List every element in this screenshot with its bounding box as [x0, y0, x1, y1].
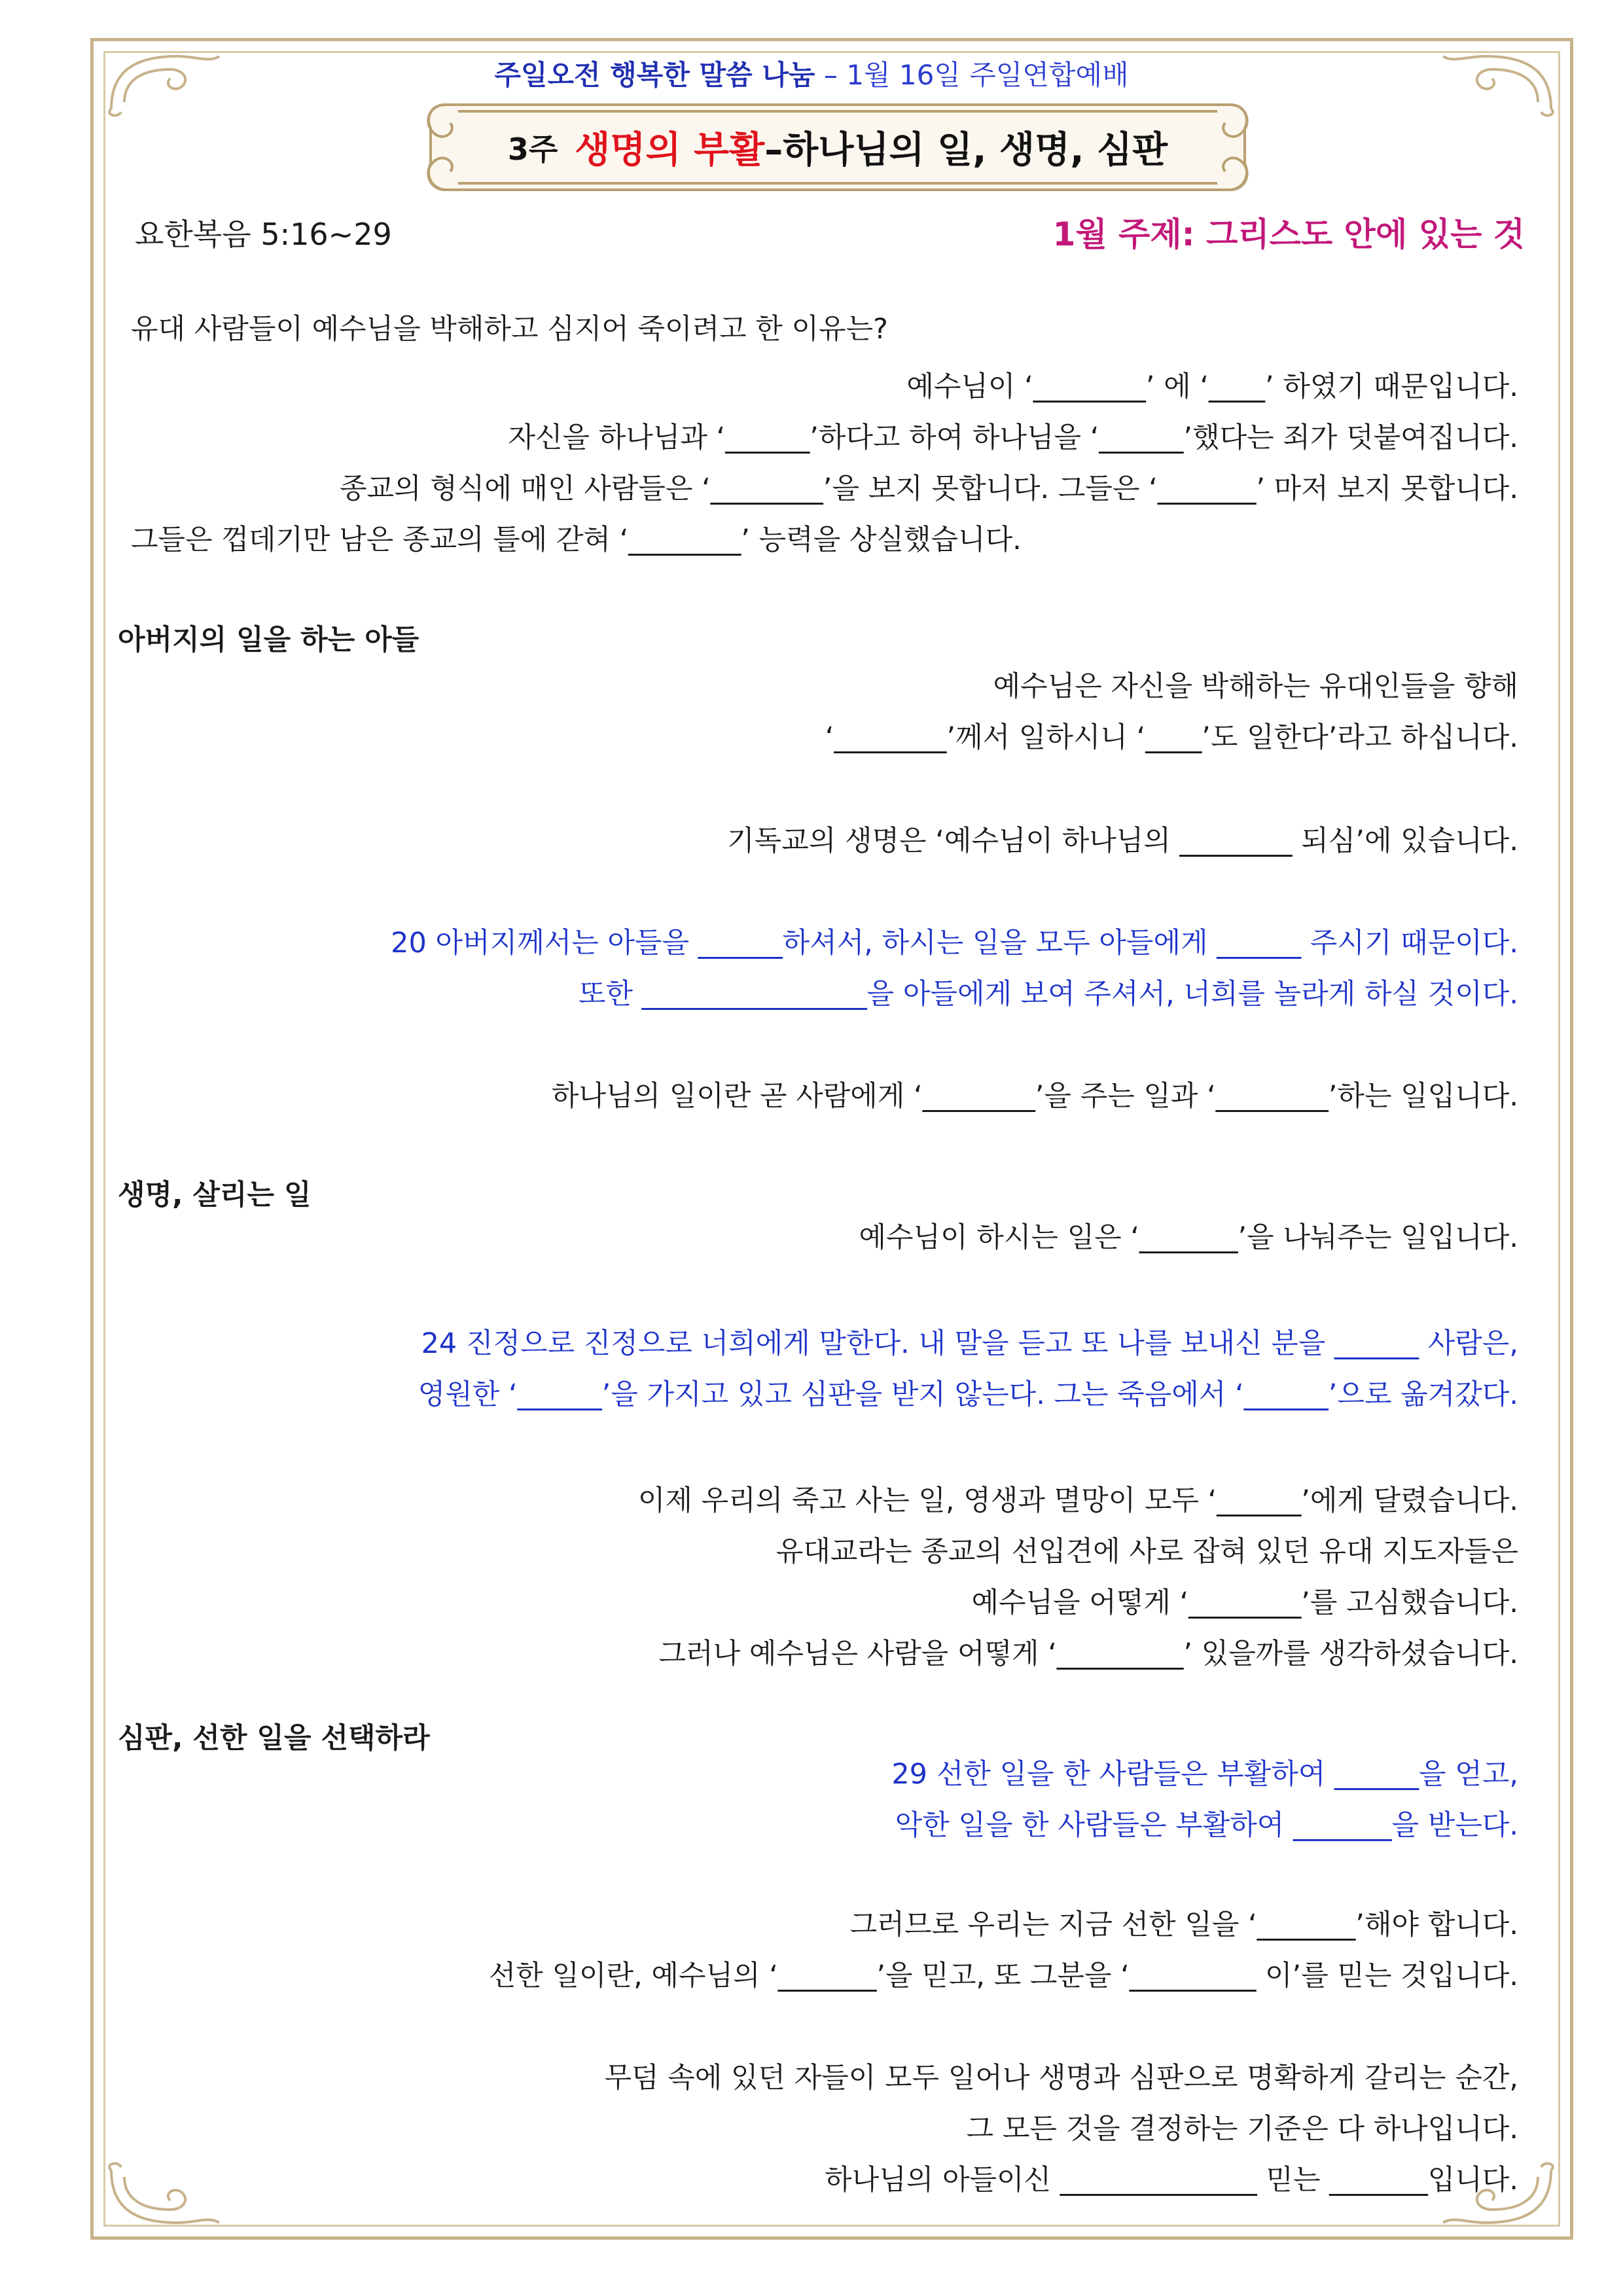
page-header: [0, 54, 1623, 93]
intro-line: 종교의 형식에 매인 사람들은 ‘________’을 보지 못합니다. 그들은 ‘_______’ 마저 보지 못합니다.: [339, 473, 1518, 505]
intro-line: 자신을 하나님과 ‘______’하다고 하여 하나님을 ‘______’했다는 죄가 덧붙여집니다.: [508, 422, 1518, 454]
closing-line: 하나님의 아들이신 ______________ 믿는 _______입니다.: [825, 2164, 1518, 2197]
verse-line: 영원한 ‘______’을 가지고 있고 심판을 받지 않는다. 그는 죽음에서 ‘______’으로 옮겨갔다.: [418, 1378, 1518, 1411]
header-title: 주일오전 행복한 말씀 나눔: [494, 59, 815, 91]
body-line: ‘________’께서 일하시니 ‘____’도 일한다’라고 하십니다.: [825, 721, 1518, 754]
header-subtitle: – 1월 16일 주일연합예배: [815, 59, 1129, 91]
body-line: 예수님을 어떻게 ‘________’를 고심했습니다.: [971, 1587, 1518, 1619]
body-line: 예수님은 자신을 박해하는 유대인들을 향해: [993, 670, 1518, 703]
closing-line: 무덤 속에 있던 자들이 모두 일어나 생명과 심판으로 명확하게 갈리는 순간,: [604, 2062, 1518, 2094]
sermon-title: [419, 98, 1257, 196]
sermon-week: 3주: [507, 132, 558, 167]
section-heading: 생명, 살리는 일: [118, 1179, 312, 1211]
body-line: 기독교의 생명은 ‘예수님이 하나님의 ________ 되심’에 있습니다.: [727, 825, 1518, 857]
body-line: 그러나 예수님은 사람을 어떻게 ‘_________’ 있을까를 생각하셨습니다.: [658, 1638, 1518, 1670]
intro-question: 유대 사람들이 예수님을 박해하고 심지어 죽이려고 한 이유는?: [131, 313, 888, 346]
body-line: 그러므로 우리는 지금 선한 일을 ‘_______’해야 합니다.: [849, 1909, 1518, 1941]
verse-line: 악한 일을 한 사람들은 부활하여 _______을 받는다.: [895, 1809, 1518, 1842]
verse-line: 20 아버지께서는 아들을 ______하셔서, 하시는 일을 모두 아들에게 ______ 주시기 때문이다.: [391, 927, 1518, 960]
verse-line: 24 진정으로 진정으로 너희에게 말한다. 내 말을 듣고 또 나를 보내신 분을 ______ 사람은,: [421, 1327, 1518, 1360]
sermon-title-sub: –하나님의 일, 생명, 심판: [764, 129, 1168, 171]
body-line: 선한 일이란, 예수님의 ‘_______’을 믿고, 또 그분을 ‘_________ 이’를 믿는 것입니다.: [488, 1960, 1518, 1992]
verse-line: 또한 ________________을 아들에게 보여 주셔서, 너희를 놀라게 하실 것이다.: [578, 978, 1518, 1011]
body-line: 하나님의 일이란 곧 사람에게 ‘________’을 주는 일과 ‘________’하는 일입니다.: [551, 1080, 1518, 1113]
verse-line: 29 선한 일을 한 사람들은 부활하여 ______을 얻고,: [891, 1758, 1518, 1791]
intro-line: 예수님이 ‘________’ 에 ‘____’ 하였기 때문입니다.: [906, 370, 1518, 403]
body-line: 유대교라는 종교의 선입견에 사로 잡혀 있던 유대 지도자들은: [776, 1535, 1518, 1568]
sermon-title-main: 생명의 부활: [575, 129, 765, 171]
body-line: 이제 우리의 죽고 사는 일, 영생과 멸망이 모두 ‘______’에게 달렸습니다.: [637, 1484, 1518, 1517]
body-line: 예수님이 하시는 일은 ‘_______’을 나눠주는 일입니다.: [859, 1221, 1518, 1254]
intro-line: 그들은 껍데기만 남은 종교의 틀에 갇혀 ‘________’ 능력을 상실했습니다.: [131, 524, 1022, 556]
section-heading: 아버지의 일을 하는 아들: [118, 624, 419, 656]
section-heading: 심판, 선한 일을 선택하라: [118, 1722, 430, 1755]
closing-line: 그 모든 것을 결정하는 기준은 다 하나입니다.: [966, 2113, 1518, 2145]
scripture-reference: 요한복음 5:16~29: [135, 217, 392, 252]
monthly-theme: 1월 주제: 그리스도 안에 있는 것: [1052, 215, 1525, 253]
corner-ornament-icon: [98, 2157, 229, 2236]
